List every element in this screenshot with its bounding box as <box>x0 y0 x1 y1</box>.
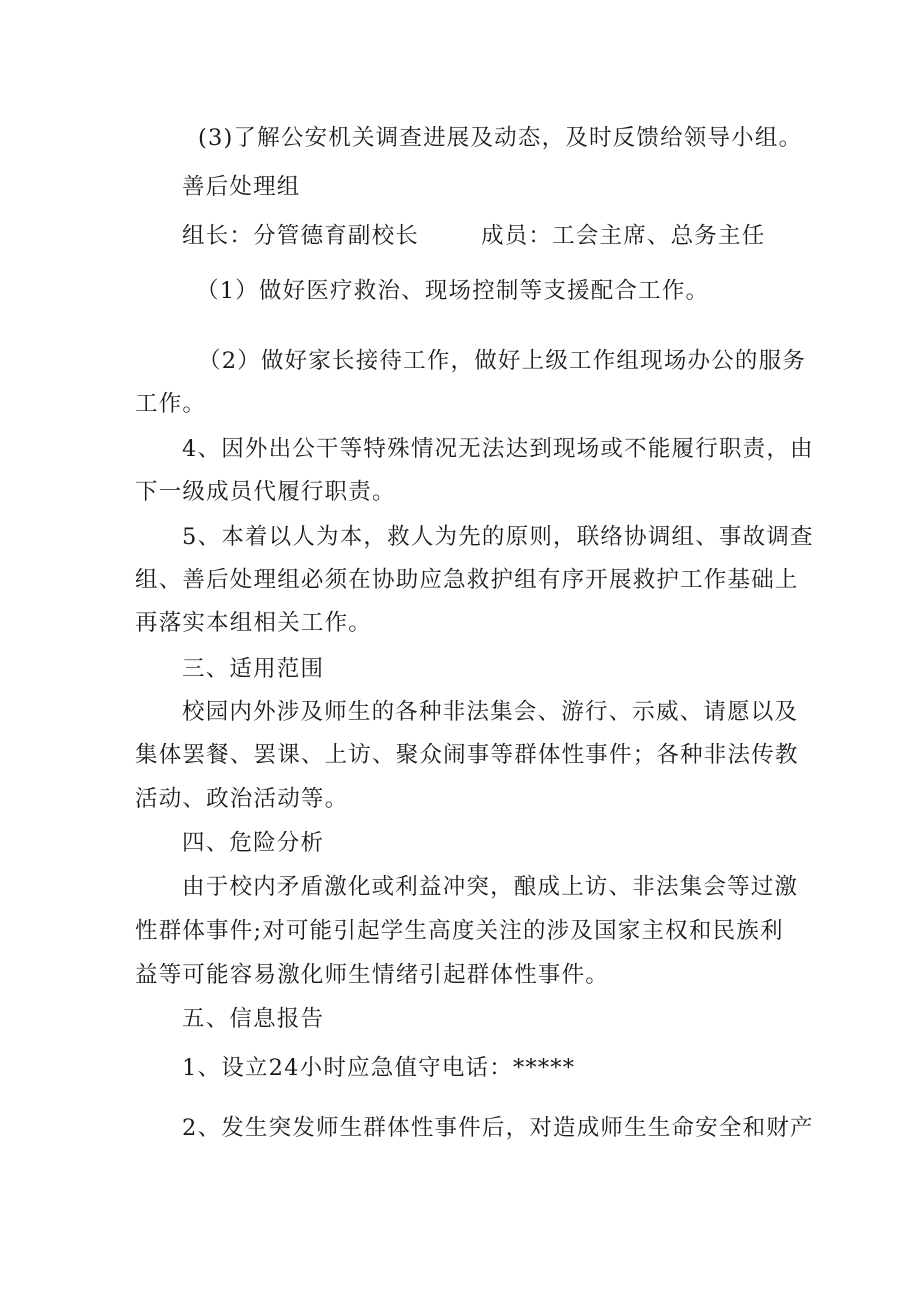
paragraph-people-first-line1: 5、本着以人为本，救人为先的原则，联络协调组、事故调查 <box>182 524 814 550</box>
team-leader-line: 组长：分管德育副校长 <box>182 223 420 249</box>
section-heading-info-report: 五、信息报告 <box>182 1006 325 1032</box>
team-members-line: 成员：工会主席、总务主任 <box>481 223 766 249</box>
paragraph-scope-line1: 校园内外涉及师生的各种非法集会、游行、示威、请愿以及 <box>182 699 799 725</box>
paragraph-deputy-duty-line1: 4、因外出公干等特殊情况无法达到现场或不能履行职责，由 <box>182 436 814 462</box>
paragraph-risk-line2: 性群体事件;对可能引起学生高度关注的涉及国家主权和民族利 <box>135 918 784 944</box>
heading-aftermath-team: 善后处理组 <box>182 174 301 200</box>
paragraph-public-security-followup: (3)了解公安机关调查进展及动态，及时反馈给领导小组。 <box>198 125 803 151</box>
section-heading-scope: 三、适用范围 <box>182 656 325 682</box>
paragraph-parent-reception-line2: 工作。 <box>135 391 207 417</box>
paragraph-scope-line2: 集体罢餐、罢课、上访、聚众闹事等群体性事件；各种非法传教 <box>135 742 799 768</box>
paragraph-risk-line3: 益等可能容易激化师生情绪引起群体性事件。 <box>135 962 610 988</box>
paragraph-people-first-line3: 再落实本组相关工作。 <box>135 610 373 636</box>
paragraph-people-first-line2: 组、善后处理组必须在协助应急救护组有序开展救护工作基础上 <box>135 567 799 593</box>
paragraph-parent-reception-line1: （2）做好家长接待工作，做好上级工作组现场办公的服务 <box>198 348 807 374</box>
section-heading-risk-analysis: 四、危险分析 <box>182 830 325 856</box>
paragraph-risk-line1: 由于校内矛盾激化或利益冲突，酿成上访、非法集会等过激 <box>182 874 799 900</box>
paragraph-scope-line3: 活动、政治活动等。 <box>135 786 349 812</box>
paragraph-medical-support: （1）做好医疗救治、现场控制等支援配合工作。 <box>196 278 710 304</box>
paragraph-incident-report: 2、发生突发师生群体性事件后，对造成师生生命安全和财产 <box>182 1115 814 1141</box>
paragraph-hotline: 1、设立24小时应急值守电话：***** <box>182 1055 576 1081</box>
paragraph-deputy-duty-line2: 下一级成员代履行职责。 <box>135 479 396 505</box>
